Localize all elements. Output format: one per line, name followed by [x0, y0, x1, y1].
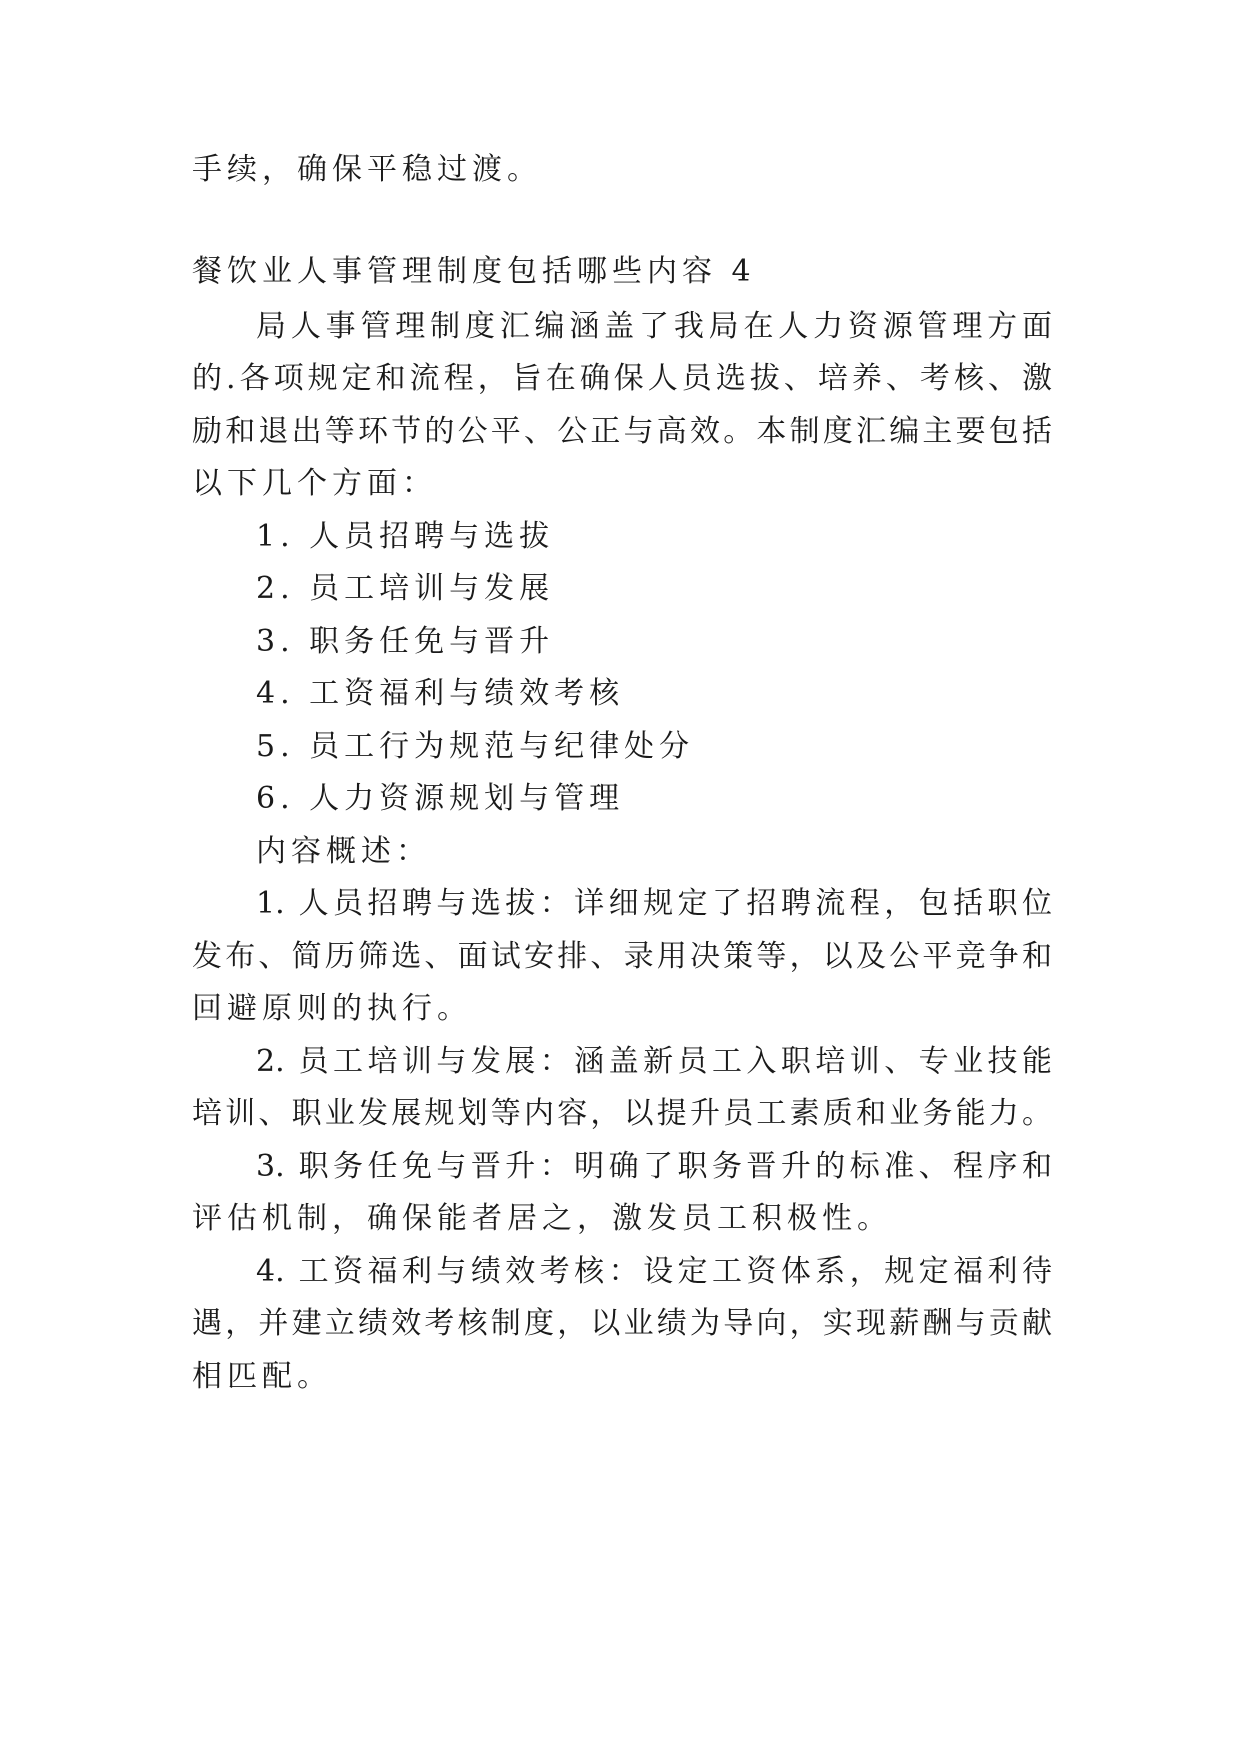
overview-line: 2. 员工培训与发展：涵盖新员工入职培训、专业技能 — [256, 1044, 1052, 1079]
overview-line: 评估机制，确保能者居之，激发员工积极性。 — [192, 1201, 892, 1236]
list-item: 5. 员工行为规范与纪律处分 — [256, 729, 695, 764]
overview-line: 发布、简历筛选、面试安排、录用决策等，以及公平竞争和 — [192, 939, 1052, 974]
list-item: 6. 人力资源规划与管理 — [256, 781, 625, 816]
overview-heading: 内容概述： — [256, 834, 431, 869]
overview-line: 相匹配。 — [192, 1359, 332, 1394]
list-item: 4. 工资福利与绩效考核 — [256, 676, 625, 711]
overview-line: 回避原则的执行。 — [192, 991, 472, 1026]
list-item: 2. 员工培训与发展 — [256, 571, 555, 606]
continuation-text: 手续，确保平稳过渡。 — [192, 152, 542, 187]
overview-line: 遇，并建立绩效考核制度，以业绩为导向，实现薪酬与贡献 — [192, 1306, 1052, 1341]
overview-line: 4. 工资福利与绩效考核：设定工资体系，规定福利待 — [256, 1254, 1052, 1289]
overview-line: 1. 人员招聘与选拔：详细规定了招聘流程，包括职位 — [256, 886, 1052, 921]
intro-line: 局人事管理制度汇编涵盖了我局在人力资源管理方面 — [256, 309, 1052, 344]
list-item: 3. 职务任免与晋升 — [256, 624, 555, 659]
section-title: 餐饮业人事管理制度包括哪些内容 4 — [192, 254, 756, 289]
overview-line: 培训、职业发展规划等内容，以提升员工素质和业务能力。 — [192, 1096, 1052, 1131]
intro-line: 以下几个方面： — [192, 466, 437, 501]
overview-line: 3. 职务任免与晋升：明确了职务晋升的标准、程序和 — [256, 1149, 1052, 1184]
list-item: 1. 人员招聘与选拔 — [256, 519, 555, 554]
intro-line: 励和退出等环节的公平、公正与高效。本制度汇编主要包括 — [192, 414, 1052, 449]
intro-line: 的.各项规定和流程，旨在确保人员选拔、培养、考核、激 — [192, 361, 1052, 396]
